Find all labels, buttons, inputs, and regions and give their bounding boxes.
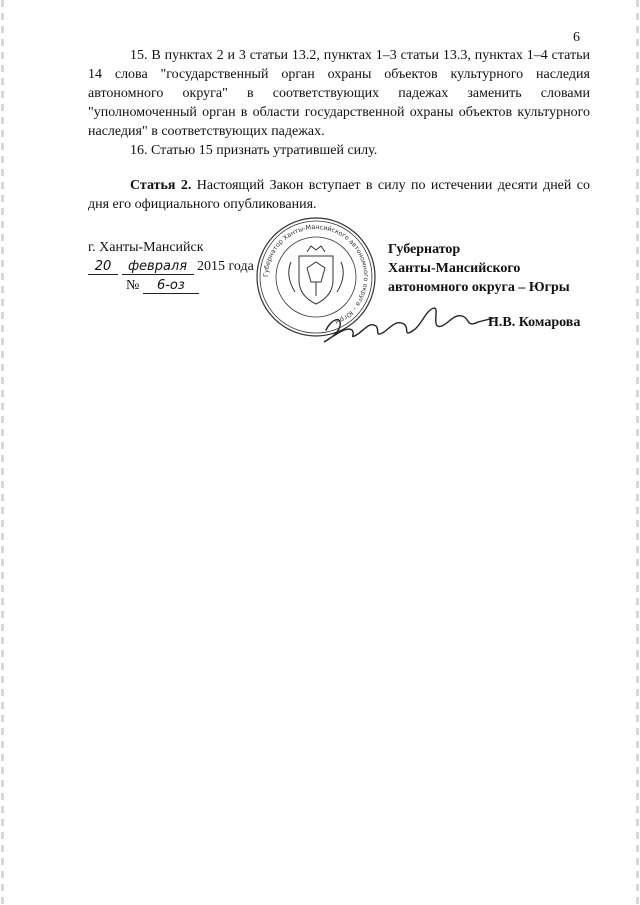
governor-line-2: Ханты-Мансийского	[388, 261, 521, 276]
governor-title	[388, 240, 570, 297]
governor-line-1: Губернатор	[388, 242, 461, 257]
governor-name: Н.В. Комарова	[488, 315, 581, 330]
scan-edge-right	[636, 0, 639, 905]
law-text	[88, 46, 590, 214]
page-number: 6	[573, 30, 580, 45]
article-2-heading: Статья 2.	[130, 178, 192, 193]
scan-edge-left	[1, 0, 4, 905]
paragraph-16: 16. Статью 15 признать утратившей силу.	[130, 143, 378, 158]
number-sign: №	[126, 278, 140, 293]
signing-date	[88, 259, 254, 275]
paragraph-15: 15. В пунктах 2 и 3 статьи 13.2, пунктах 1–3 статьи 13.3, пунктах 1–4 статьи 14 слова "государственный орган охраны объектов культурного наследия автономного округа" в соответствующих падежах заменить словами "уполномоченный орган в области государственной охраны объектов культурного наследия" в соответствующих падежах.	[88, 48, 590, 139]
signing-place: г. Ханты-Мансийск	[88, 240, 204, 255]
article-2-text: Настоящий Закон вступает в силу по истечении десяти дней со дня его официального опубликования.	[88, 178, 591, 212]
number-value: 6-оз	[143, 278, 199, 294]
law-number	[126, 278, 199, 294]
date-year: 2015 года	[197, 259, 254, 274]
seal-text: Губернатор Ханты-Мансийского автономного округа – Югры	[261, 222, 371, 327]
coat-of-arms-icon	[289, 246, 344, 304]
date-month: февраля	[122, 259, 194, 275]
article-2	[88, 176, 590, 214]
date-day: 20	[88, 259, 118, 275]
handwritten-signature	[318, 300, 496, 346]
governor-line-3: автономного округа – Югры	[388, 280, 570, 295]
